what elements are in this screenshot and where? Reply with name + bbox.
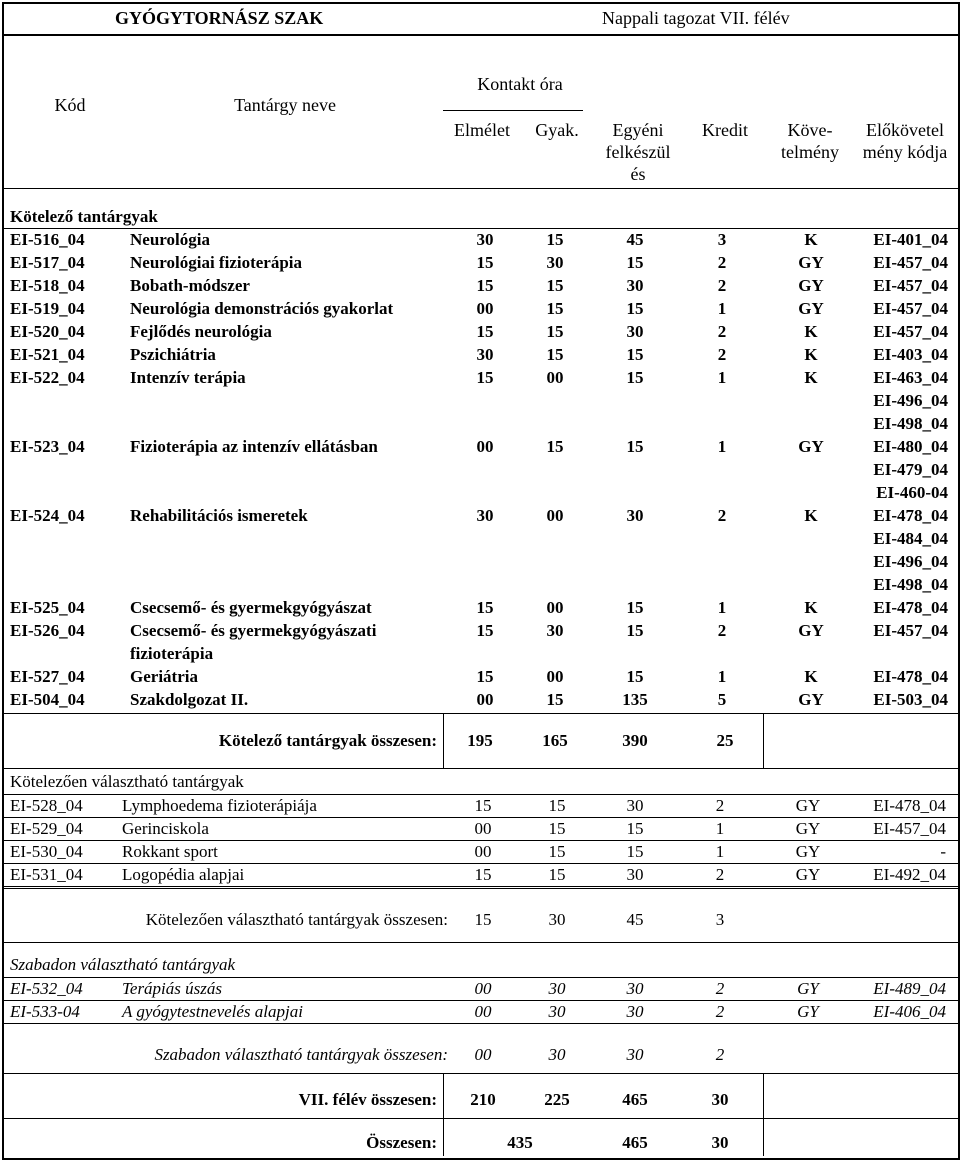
row-practice: 15	[546, 345, 564, 364]
row-credit: 2	[717, 506, 727, 525]
row-practice: 30	[548, 979, 566, 998]
row-requirement: K	[804, 506, 818, 525]
row-prereq-code: EI-457_04	[873, 276, 948, 295]
row-name: Logopédia alapjai	[122, 865, 245, 884]
row-prereq-code: EI-457_04	[873, 621, 948, 640]
row-code: EI-517_04	[10, 253, 85, 272]
mandatory-total-credit: 25	[716, 731, 734, 750]
row-credit: 1	[717, 437, 727, 456]
row-requirement: GY	[795, 819, 821, 838]
elective-total-label: Kötelezően választható tantárgyak összesen:	[145, 910, 448, 929]
row-prereq-code: EI-498_04	[873, 414, 948, 433]
row-requirement: GY	[795, 842, 821, 861]
grand-total-label: Összesen:	[366, 1133, 437, 1152]
row-requirement: K	[804, 322, 818, 341]
row-credit: 1	[717, 667, 727, 686]
elective-total-credit: 3	[715, 910, 725, 929]
elective-total-theory: 15	[474, 910, 492, 929]
col-self-header-3: és	[630, 164, 646, 184]
row-theory: 15	[474, 796, 492, 815]
row-requirement: GY	[798, 276, 824, 295]
row-requirement: GY	[798, 299, 824, 318]
row-theory: 00	[476, 437, 494, 456]
row-prereq-code: EI-460-04	[876, 483, 948, 502]
row-theory: 15	[476, 598, 494, 617]
row-credit: 2	[715, 1002, 725, 1021]
row-self: 135	[622, 690, 648, 709]
row-practice: 15	[548, 865, 566, 884]
grand-total-credit: 30	[711, 1133, 729, 1152]
row-prereq-code: EI-478_04	[873, 598, 948, 617]
row-self: 30	[626, 322, 644, 341]
row-requirement: K	[804, 230, 818, 249]
row-self: 15	[626, 368, 644, 387]
row-code: EI-522_04	[10, 368, 85, 387]
row-self: 30	[626, 1002, 644, 1021]
row-code: EI-521_04	[10, 345, 85, 364]
section-title-elective: Kötelezően választható tantárgyak	[10, 772, 244, 791]
row-practice: 15	[546, 299, 564, 318]
col-req-header-2: telmény	[781, 142, 839, 162]
grand-total-self: 465	[622, 1133, 648, 1152]
row-theory: 00	[474, 819, 492, 838]
row-prereq-code: EI-401_04	[873, 230, 948, 249]
elective-top-rule	[2, 794, 958, 795]
row-credit: 1	[717, 368, 727, 387]
free-total-self: 30	[626, 1045, 644, 1064]
contact-divider	[443, 110, 583, 111]
row-self: 15	[626, 299, 644, 318]
row-name: Fizioterápia az intenzív ellátásban	[130, 437, 378, 456]
row-prereq-code: EI-457_04	[873, 322, 948, 341]
row-requirement: GY	[798, 690, 824, 709]
row-prereq-code: EI-406_04	[873, 1002, 946, 1021]
row-name: Geriátria	[130, 667, 198, 686]
elective-total-top-rule	[2, 888, 958, 889]
row-prereq-code: EI-484_04	[873, 529, 948, 548]
row-prereq-code: EI-478_04	[873, 667, 948, 686]
col-req-header-1: Köve-	[787, 120, 833, 140]
row-practice: 00	[546, 598, 564, 617]
row-self: 30	[626, 979, 644, 998]
row-credit: 1	[717, 598, 727, 617]
row-theory: 00	[474, 842, 492, 861]
header-divider	[2, 34, 958, 36]
free-total-top-rule	[2, 1023, 958, 1024]
row-code: EI-524_04	[10, 506, 85, 525]
col-name-header: Tantárgy neve	[234, 95, 336, 115]
row-self: 15	[626, 253, 644, 272]
row-code: EI-530_04	[10, 842, 83, 861]
row-code: EI-531_04	[10, 865, 83, 884]
row-credit: 1	[715, 819, 725, 838]
row-prereq-code: EI-403_04	[873, 345, 948, 364]
mandatory-total-left-rule	[443, 713, 444, 768]
semester-total-theory: 210	[470, 1090, 496, 1109]
row-name: Fejlődés neurológia	[130, 322, 272, 341]
row-name-cont: fizioterápia	[130, 644, 214, 663]
elective-row-rule	[2, 886, 958, 887]
row-requirement: GY	[795, 796, 821, 815]
row-self: 30	[626, 796, 644, 815]
grand-total-contact: 435	[507, 1133, 533, 1152]
row-code: EI-525_04	[10, 598, 85, 617]
row-prereq-code: EI-478_04	[873, 796, 946, 815]
mandatory-top-rule	[2, 228, 958, 229]
elective-total-practice: 30	[548, 910, 566, 929]
row-practice: 15	[548, 819, 566, 838]
row-prereq-code: EI-496_04	[873, 552, 948, 571]
row-code: EI-529_04	[10, 819, 83, 838]
row-practice: 00	[546, 368, 564, 387]
row-requirement: GY	[798, 437, 824, 456]
row-prereq-code: -	[940, 842, 946, 861]
header-bottom-rule	[2, 188, 958, 189]
row-self: 15	[626, 621, 644, 640]
mandatory-total-theory: 195	[467, 731, 493, 750]
row-name: Csecsemő- és gyermekgyógyászat	[130, 598, 372, 617]
row-prereq-code: EI-498_04	[873, 575, 948, 594]
row-name: Bobath-módszer	[130, 276, 250, 295]
row-name: Rokkant sport	[122, 842, 218, 861]
row-self: 15	[626, 819, 644, 838]
row-practice: 15	[548, 842, 566, 861]
free-top-rule	[2, 977, 958, 978]
row-self: 30	[626, 276, 644, 295]
row-theory: 00	[474, 979, 492, 998]
row-name: Gerinciskola	[122, 819, 209, 838]
row-name: Neurológia	[130, 230, 210, 249]
row-prereq-code: EI-489_04	[873, 979, 946, 998]
row-theory: 00	[474, 1002, 492, 1021]
semester-total-credit: 30	[711, 1090, 729, 1109]
semester-total-label: VII. félév összesen:	[298, 1090, 437, 1109]
term-label: Nappali tagozat VII. félév	[602, 8, 790, 28]
row-theory: 15	[476, 322, 494, 341]
mandatory-total-bottom-rule	[2, 768, 958, 769]
mandatory-total-top-rule	[2, 713, 958, 714]
row-requirement: GY	[798, 621, 824, 640]
row-prereq-code: EI-492_04	[873, 865, 946, 884]
row-theory: 15	[476, 253, 494, 272]
row-theory: 15	[476, 368, 494, 387]
col-code-header: Kód	[54, 95, 86, 115]
row-prereq-code: EI-457_04	[873, 299, 948, 318]
row-prereq-code: EI-463_04	[873, 368, 948, 387]
row-requirement: GY	[795, 865, 821, 884]
row-practice: 15	[546, 322, 564, 341]
row-self: 15	[626, 437, 644, 456]
row-theory: 00	[476, 690, 494, 709]
row-code: EI-504_04	[10, 690, 85, 709]
row-name: Rehabilitációs ismeretek	[130, 506, 308, 525]
row-name: Lymphoedema fizioterápiája	[122, 796, 317, 815]
row-credit: 2	[717, 621, 727, 640]
free-total-theory: 00	[474, 1045, 492, 1064]
col-practice-header: Gyak.	[535, 120, 579, 140]
row-code: EI-528_04	[10, 796, 83, 815]
elective-total-self: 45	[626, 910, 644, 929]
row-theory: 30	[476, 230, 494, 249]
row-name: A gyógytestnevelés alapjai	[122, 1002, 303, 1021]
row-practice: 00	[546, 506, 564, 525]
row-practice: 00	[546, 667, 564, 686]
row-theory: 15	[476, 621, 494, 640]
row-code: EI-520_04	[10, 322, 85, 341]
row-code: EI-519_04	[10, 299, 85, 318]
row-name: Intenzív terápia	[130, 368, 246, 387]
row-practice: 15	[546, 690, 564, 709]
row-code: EI-516_04	[10, 230, 85, 249]
section-title-mandatory: Kötelező tantárgyak	[10, 207, 158, 226]
row-practice: 15	[546, 276, 564, 295]
row-requirement: K	[804, 667, 818, 686]
row-credit: 5	[717, 690, 727, 709]
elective-row-rule	[2, 817, 958, 818]
elective-total-bottom-rule	[2, 942, 958, 943]
row-name: Pszichiátria	[130, 345, 216, 364]
col-self-header-2: felkészül	[605, 142, 671, 162]
elective-row-rule	[2, 840, 958, 841]
free-row-rule	[2, 1000, 958, 1001]
col-contact-header: Kontakt óra	[477, 74, 563, 94]
row-requirement: GY	[797, 1002, 819, 1021]
col-self-header-1: Egyéni	[612, 120, 664, 140]
row-credit: 3	[717, 230, 727, 249]
row-theory: 00	[476, 299, 494, 318]
row-self: 30	[626, 865, 644, 884]
row-requirement: K	[804, 345, 818, 364]
row-self: 15	[626, 667, 644, 686]
row-prereq-code: EI-503_04	[873, 690, 948, 709]
row-credit: 2	[715, 865, 725, 884]
totals-left-rule	[443, 1073, 444, 1156]
row-code: EI-532_04	[10, 979, 83, 998]
row-code: EI-527_04	[10, 667, 85, 686]
row-self: 15	[626, 842, 644, 861]
totals-right-rule	[763, 1073, 764, 1156]
mandatory-total-self: 390	[622, 731, 648, 750]
grand-total-top-rule	[2, 1118, 958, 1119]
row-theory: 15	[476, 667, 494, 686]
row-credit: 2	[717, 322, 727, 341]
mandatory-total-label: Kötelező tantárgyak összesen:	[218, 731, 437, 750]
program-title: GYÓGYTORNÁSZ SZAK	[115, 8, 324, 28]
col-credit-header: Kredit	[702, 120, 748, 140]
row-requirement: K	[804, 368, 818, 387]
row-self: 15	[626, 598, 644, 617]
row-credit: 2	[717, 253, 727, 272]
row-self: 15	[626, 345, 644, 364]
mandatory-total-right-rule	[763, 713, 764, 768]
row-credit: 1	[715, 842, 725, 861]
row-credit: 2	[717, 345, 727, 364]
col-theory-header: Elmélet	[454, 120, 510, 140]
row-name: Csecsemő- és gyermekgyógyászati	[130, 621, 377, 640]
row-practice: 15	[546, 230, 564, 249]
section-title-free: Szabadon választható tantárgyak	[10, 955, 236, 974]
free-total-practice: 30	[548, 1045, 566, 1064]
free-total-credit: 2	[715, 1045, 725, 1064]
row-code: EI-526_04	[10, 621, 85, 640]
row-practice: 30	[546, 621, 564, 640]
semester-total-top-rule	[2, 1073, 958, 1074]
row-name: Szakdolgozat II.	[130, 690, 249, 709]
row-prereq-code: EI-457_04	[873, 819, 946, 838]
row-theory: 15	[476, 276, 494, 295]
free-total-label: Szabadon választható tantárgyak összesen:	[154, 1045, 448, 1064]
row-prereq-code: EI-496_04	[873, 391, 948, 410]
row-prereq-code: EI-480_04	[873, 437, 948, 456]
row-code: EI-523_04	[10, 437, 85, 456]
row-requirement: GY	[797, 979, 819, 998]
row-credit: 2	[715, 979, 725, 998]
row-self: 30	[626, 506, 644, 525]
row-credit: 1	[717, 299, 727, 318]
row-name: Terápiás úszás	[122, 979, 222, 998]
row-name: Neurológiai fizioterápia	[130, 253, 303, 272]
row-requirement: GY	[798, 253, 824, 272]
row-self: 45	[626, 230, 644, 249]
row-practice: 30	[548, 1002, 566, 1021]
row-name: Neurológia demonstrációs gyakorlat	[130, 299, 394, 318]
semester-total-self: 465	[622, 1090, 648, 1109]
semester-total-practice: 225	[544, 1090, 570, 1109]
row-practice: 15	[546, 437, 564, 456]
row-code: EI-533-04	[10, 1002, 80, 1021]
row-theory: 30	[476, 506, 494, 525]
col-prereq-header-1: Előkövetel	[866, 120, 944, 140]
row-credit: 2	[717, 276, 727, 295]
row-requirement: K	[804, 598, 818, 617]
row-theory: 30	[476, 345, 494, 364]
row-credit: 2	[715, 796, 725, 815]
row-code: EI-518_04	[10, 276, 85, 295]
col-prereq-header-2: mény kódja	[862, 142, 948, 162]
row-prereq-code: EI-457_04	[873, 253, 948, 272]
row-prereq-code: EI-479_04	[873, 460, 948, 479]
row-practice: 15	[548, 796, 566, 815]
row-theory: 15	[474, 865, 492, 884]
mandatory-total-practice: 165	[542, 731, 568, 750]
row-practice: 30	[546, 253, 564, 272]
elective-row-rule	[2, 863, 958, 864]
row-prereq-code: EI-478_04	[873, 506, 948, 525]
